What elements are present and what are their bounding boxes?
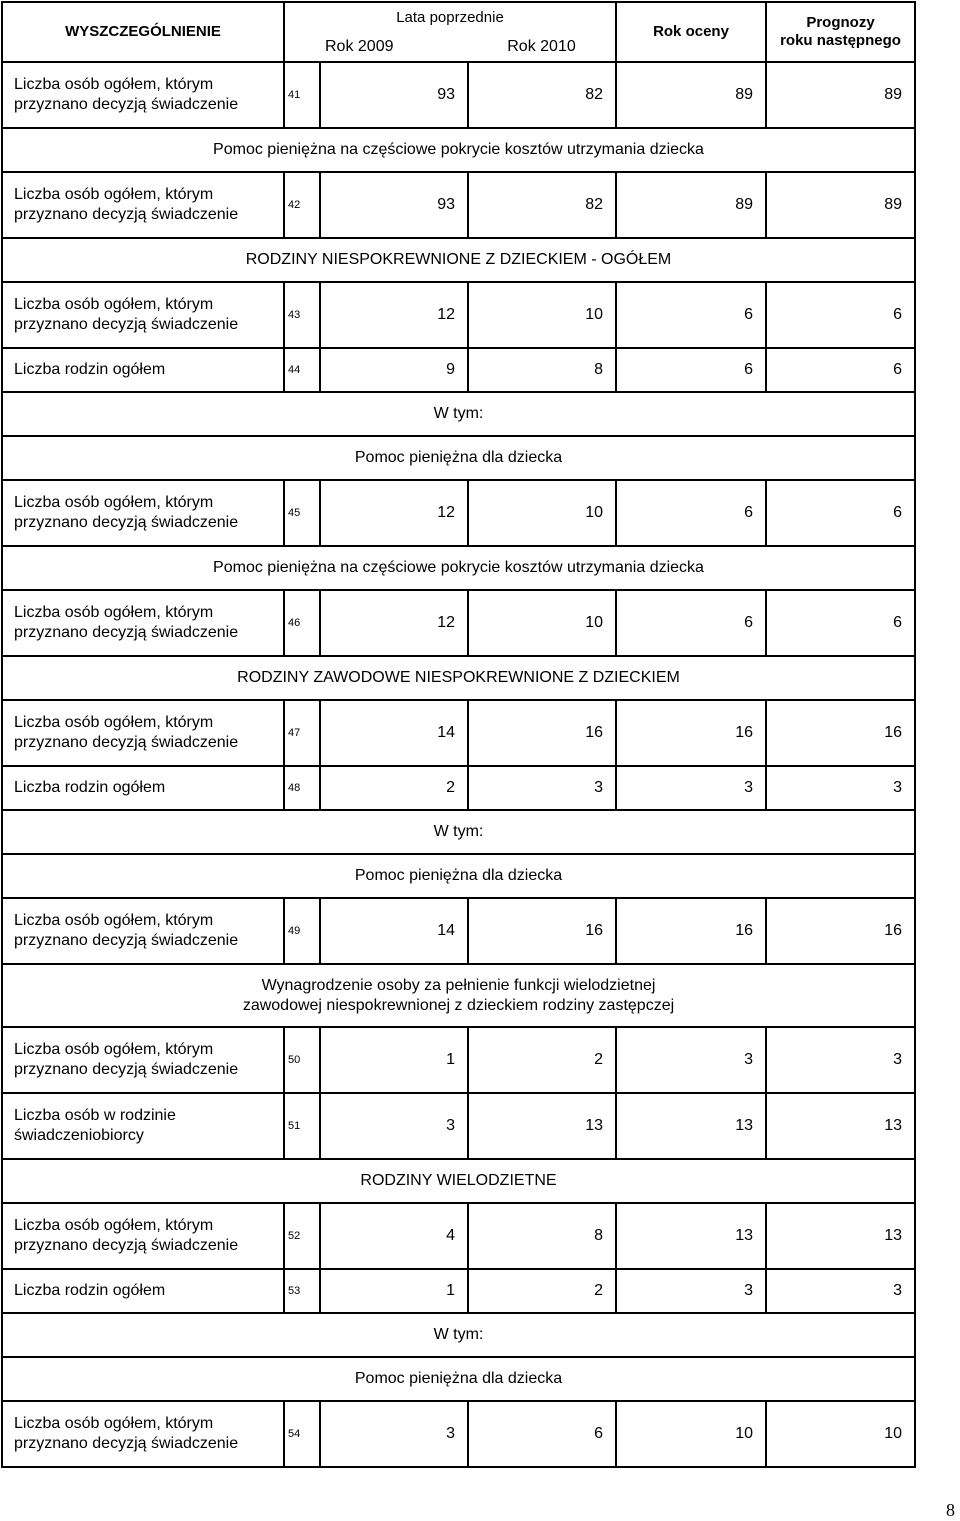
section-title-line: Wynagrodzenie osoby za pełnienie funkcji wielodzietnej [261, 976, 656, 994]
section-title: Pomoc pieniężna dla dziecka [2, 1357, 915, 1401]
row-label [2, 172, 284, 238]
table-row [2, 172, 915, 238]
row-label-line: Liczba osób ogółem, którym [14, 296, 214, 313]
row-label-line: Liczba osób ogółem, którym [14, 714, 214, 731]
section-title: Pomoc pieniężna dla dziecka [2, 436, 915, 480]
row-number: 53 [284, 1269, 320, 1313]
value-forecast: 16 [766, 898, 915, 964]
row-label-line: Liczba osób w rodzinie [14, 1107, 176, 1124]
value-2010: 10 [468, 282, 616, 348]
row-label-line: Liczba rodzin ogółem [14, 1282, 166, 1299]
value-2010: 2 [468, 1269, 616, 1313]
value-forecast: 89 [766, 62, 915, 128]
row-label-line: Liczba rodzin ogółem [14, 361, 166, 378]
row-number: 46 [284, 590, 320, 656]
column-header-prior-years: Lata poprzednie [284, 2, 616, 33]
row-label [2, 1401, 284, 1467]
value-forecast: 89 [766, 172, 915, 238]
row-label-line: Liczba osób ogółem, którym [14, 186, 214, 203]
row-label-line: Liczba osób ogółem, którym [14, 1217, 214, 1234]
row-label [2, 1203, 284, 1269]
row-label-line: przyznano decyzją świadczenie [14, 734, 239, 751]
value-rating-year: 6 [616, 282, 766, 348]
value-2009: 12 [320, 480, 468, 546]
value-2010: 2 [468, 1027, 616, 1093]
section-row [2, 128, 915, 172]
table-row [2, 1093, 915, 1159]
value-2009: 1 [320, 1269, 468, 1313]
row-number: 52 [284, 1203, 320, 1269]
row-label-line: przyznano decyzją świadczenie [14, 514, 239, 531]
value-rating-year: 3 [616, 1027, 766, 1093]
section-title [2, 964, 915, 1027]
table-row [2, 282, 915, 348]
value-rating-year: 16 [616, 898, 766, 964]
table-row [2, 766, 915, 810]
row-label [2, 1269, 284, 1313]
page-number: 8 [946, 1500, 955, 1520]
value-forecast: 3 [766, 1269, 915, 1313]
section-title: Pomoc pieniężna na częściowe pokrycie kosztów utrzymania dziecka [2, 546, 915, 590]
section-row [2, 238, 915, 282]
value-2009: 14 [320, 898, 468, 964]
column-header-description: WYSZCZEGÓLNIENIE [2, 2, 284, 62]
value-rating-year: 89 [616, 62, 766, 128]
forecast-line-1: Prognozy [806, 14, 875, 31]
table-row [2, 590, 915, 656]
value-rating-year: 3 [616, 1269, 766, 1313]
value-2009: 12 [320, 282, 468, 348]
row-label [2, 590, 284, 656]
value-2009: 2 [320, 766, 468, 810]
table-row [2, 480, 915, 546]
table-row [2, 348, 915, 392]
table-row [2, 62, 915, 128]
row-label [2, 1093, 284, 1159]
section-title: RODZINY NIESPOKREWNIONE Z DZIECKIEM - OGÓŁEM [2, 238, 915, 282]
section-title-line: zawodowej niespokrewnionej z dzieckiem rodziny zastępczej [242, 996, 675, 1014]
value-rating-year: 6 [616, 480, 766, 546]
value-rating-year: 13 [616, 1203, 766, 1269]
row-number: 48 [284, 766, 320, 810]
section-row [2, 656, 915, 700]
section-title: Pomoc pieniężna dla dziecka [2, 854, 915, 898]
row-number: 42 [284, 172, 320, 238]
section-row [2, 1159, 915, 1203]
row-number: 51 [284, 1093, 320, 1159]
forecast-line-2: roku następnego [780, 32, 901, 49]
section-row [2, 392, 915, 436]
row-label-line: Liczba osób ogółem, którym [14, 494, 214, 511]
value-rating-year: 16 [616, 700, 766, 766]
value-forecast: 6 [766, 348, 915, 392]
section-title: RODZINY WIELODZIETNE [2, 1159, 915, 1203]
row-label-line: świadczeniobiorcy [14, 1127, 144, 1144]
section-title: W tym: [2, 810, 915, 854]
section-row [2, 810, 915, 854]
column-header-rating-year: Rok oceny [616, 2, 766, 62]
value-rating-year: 6 [616, 590, 766, 656]
row-number: 45 [284, 480, 320, 546]
column-header-year-2010: Rok 2010 [468, 33, 616, 62]
table-body [2, 62, 915, 1467]
table-row [2, 1203, 915, 1269]
section-row [2, 1313, 915, 1357]
value-forecast: 6 [766, 282, 915, 348]
statistics-table [1, 1, 916, 1468]
value-2009: 9 [320, 348, 468, 392]
section-row [2, 854, 915, 898]
row-label-line: przyznano decyzją świadczenie [14, 96, 239, 113]
row-number: 44 [284, 348, 320, 392]
row-number: 49 [284, 898, 320, 964]
row-number: 54 [284, 1401, 320, 1467]
row-label [2, 282, 284, 348]
row-label-line: przyznano decyzją świadczenie [14, 1061, 239, 1078]
row-label-line: przyznano decyzją świadczenie [14, 206, 239, 223]
row-label [2, 348, 284, 392]
value-2009: 93 [320, 172, 468, 238]
row-label-line: Liczba osób ogółem, którym [14, 76, 214, 93]
value-rating-year: 13 [616, 1093, 766, 1159]
section-row [2, 1357, 915, 1401]
value-forecast: 6 [766, 480, 915, 546]
row-label-line: Liczba osób ogółem, którym [14, 1415, 214, 1432]
row-label-line: przyznano decyzją świadczenie [14, 1237, 239, 1254]
row-label-line: przyznano decyzją świadczenie [14, 1435, 239, 1452]
section-title: W tym: [2, 1313, 915, 1357]
value-2010: 8 [468, 1203, 616, 1269]
value-2010: 13 [468, 1093, 616, 1159]
row-label [2, 1027, 284, 1093]
value-2009: 93 [320, 62, 468, 128]
value-2010: 8 [468, 348, 616, 392]
value-2009: 3 [320, 1401, 468, 1467]
value-2010: 82 [468, 62, 616, 128]
row-number: 50 [284, 1027, 320, 1093]
row-label-line: Liczba osób ogółem, którym [14, 912, 214, 929]
value-rating-year: 6 [616, 348, 766, 392]
value-2010: 16 [468, 700, 616, 766]
value-forecast: 3 [766, 1027, 915, 1093]
column-header-forecast [766, 2, 915, 62]
value-rating-year: 10 [616, 1401, 766, 1467]
section-row [2, 546, 915, 590]
value-2010: 82 [468, 172, 616, 238]
value-2009: 3 [320, 1093, 468, 1159]
table-row [2, 898, 915, 964]
row-number: 41 [284, 62, 320, 128]
section-title: W tym: [2, 392, 915, 436]
value-2010: 3 [468, 766, 616, 810]
value-forecast: 16 [766, 700, 915, 766]
value-2009: 14 [320, 700, 468, 766]
row-label [2, 700, 284, 766]
row-number: 43 [284, 282, 320, 348]
section-row [2, 436, 915, 480]
value-2010: 10 [468, 480, 616, 546]
value-2010: 16 [468, 898, 616, 964]
table-row [2, 1027, 915, 1093]
row-label [2, 898, 284, 964]
value-forecast: 6 [766, 590, 915, 656]
row-label-line: Liczba osób ogółem, którym [14, 604, 214, 621]
value-2009: 12 [320, 590, 468, 656]
value-2010: 6 [468, 1401, 616, 1467]
table-row [2, 700, 915, 766]
row-label [2, 766, 284, 810]
section-title: RODZINY ZAWODOWE NIESPOKREWNIONE Z DZIECKIEM [2, 656, 915, 700]
value-forecast: 3 [766, 766, 915, 810]
row-label-line: przyznano decyzją świadczenie [14, 932, 239, 949]
value-forecast: 13 [766, 1203, 915, 1269]
column-header-year-2009: Rok 2009 [284, 33, 468, 62]
value-forecast: 13 [766, 1093, 915, 1159]
row-label-line: Liczba rodzin ogółem [14, 779, 166, 796]
value-2009: 1 [320, 1027, 468, 1093]
row-label-line: Liczba osób ogółem, którym [14, 1041, 214, 1058]
value-forecast: 10 [766, 1401, 915, 1467]
table-row [2, 1269, 915, 1313]
value-2010: 10 [468, 590, 616, 656]
value-rating-year: 89 [616, 172, 766, 238]
row-label-line: przyznano decyzją świadczenie [14, 316, 239, 333]
value-2009: 4 [320, 1203, 468, 1269]
header-row-top [2, 2, 915, 33]
table-row [2, 1401, 915, 1467]
row-label-line: przyznano decyzją świadczenie [14, 624, 239, 641]
row-label [2, 62, 284, 128]
value-rating-year: 3 [616, 766, 766, 810]
section-row [2, 964, 915, 1027]
row-number: 47 [284, 700, 320, 766]
section-title: Pomoc pieniężna na częściowe pokrycie kosztów utrzymania dziecka [2, 128, 915, 172]
row-label [2, 480, 284, 546]
